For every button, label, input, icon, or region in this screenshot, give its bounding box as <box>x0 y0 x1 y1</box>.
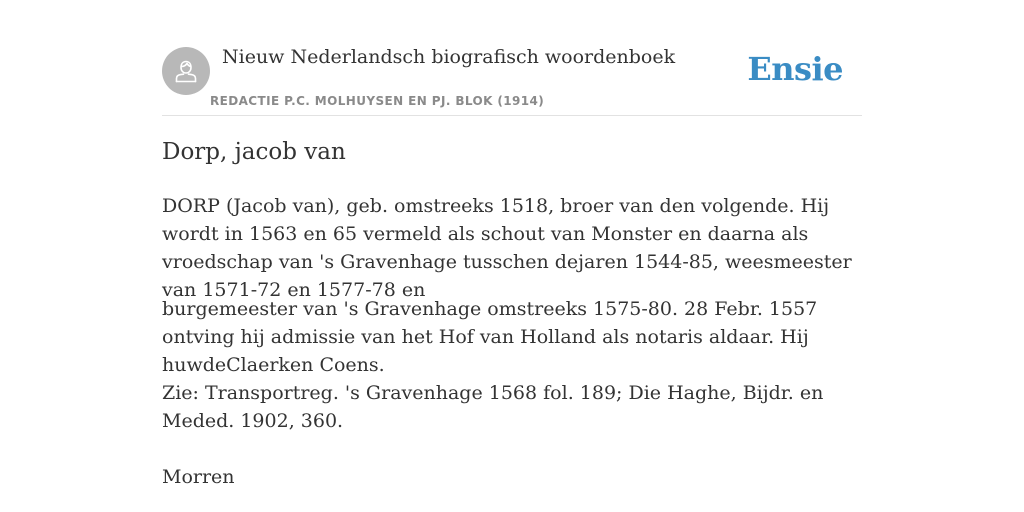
entry-paragraph: burgemeester van 's Gravenhage omstreeks 1575-80. 28 Febr. 1557 ontving hij admissie van het Hof van Holland als notaris aldaar. Hij huwdeClaerken Coens. <box>162 298 818 376</box>
entry-title: Dorp, jacob van <box>162 139 346 165</box>
ensie-logo[interactable]: Ensie <box>747 50 843 88</box>
entry-paragraph: DORP (Jacob van), geb. omstreeks 1518, broer van den volgende. Hij wordt in 1563 en 65 vermeld als schout van Monster en daarna als vroedschap van 's Gravenhage tusschen dejaren 1544-85, weesmeester van 1571-72 en 1577-78 en <box>162 195 852 301</box>
entry-source-reference: Zie: Transportreg. 's Gravenhage 1568 fol. 189; Die Haghe, Bijdr. en Meded. 1902, 360. <box>162 382 824 432</box>
book-title[interactable]: Nieuw Nederlandsch biografisch woordenboek <box>222 46 676 68</box>
book-editors: REDACTIE P.C. MOLHUYSEN EN PJ. BLOK (1914) <box>210 94 545 108</box>
header <box>162 40 862 116</box>
user-icon[interactable] <box>162 47 210 95</box>
entry-author: Morren <box>162 466 235 488</box>
